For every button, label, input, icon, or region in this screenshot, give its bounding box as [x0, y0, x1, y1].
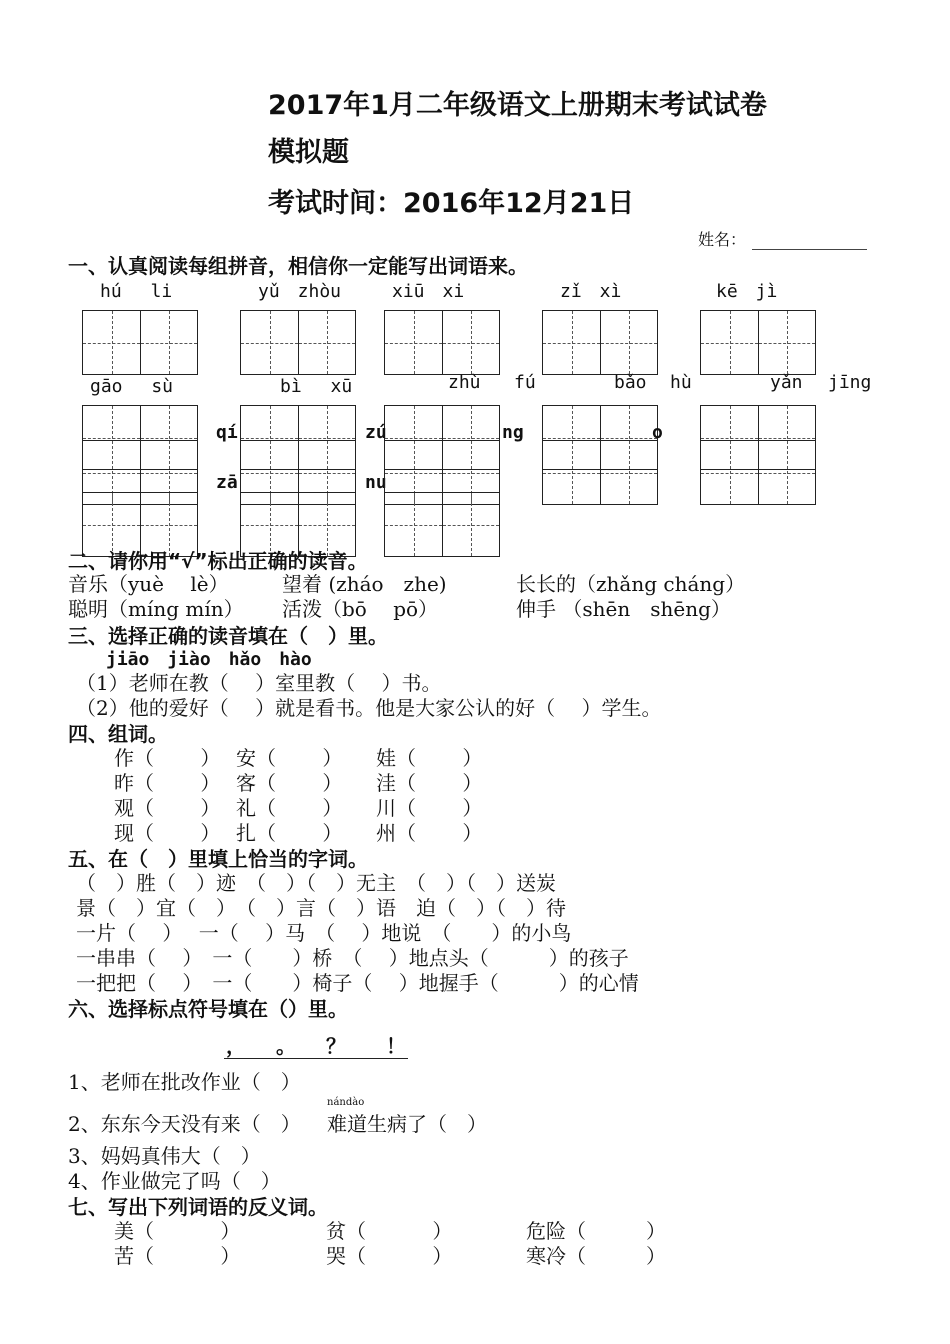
reading-choice[interactable]: 活泼（bō pō） [282, 597, 439, 621]
writing-grid[interactable] [700, 310, 816, 375]
reading-choice[interactable]: 聪明（míng mín） [68, 597, 244, 621]
fill-line[interactable]: （ ）胜（ ）迹 （ ）（ ）无主 （ ）（ ）送炭 [76, 871, 556, 895]
pinyin-2-7: yǎn [770, 372, 803, 393]
section-3-heading: 三、选择正确的读音填在（ ）里。 [68, 624, 388, 648]
antonym-blank[interactable]: 危险（ ） [526, 1219, 666, 1243]
pinyin-2-4: fú [514, 372, 536, 393]
punct-question-2a[interactable]: 2、东东今天没有来（ ） [68, 1112, 301, 1136]
reading-choice[interactable]: 长长的（zhǎng cháng） [516, 572, 746, 596]
section-3-question-2[interactable]: （2）他的爱好（ ）就是看书。他是大家公认的好（ ）学生。 [76, 696, 662, 720]
antonym-blank[interactable]: 贫（ ） [326, 1219, 453, 1243]
writing-grid[interactable] [542, 310, 658, 375]
writing-grid[interactable] [384, 310, 500, 375]
fill-line[interactable]: 一把把（ ） 一（ ）椅子（ ）地握手（ ）的心情 [76, 971, 639, 995]
pinyin-1-5: kē jì [716, 281, 778, 302]
fill-line[interactable]: 一串串（ ） 一（ ）桥 （ ）地点头（ ）的孩子 [76, 946, 629, 970]
antonym-blank[interactable]: 苦（ ） [114, 1244, 241, 1268]
word-blank[interactable]: 扎（ ） [236, 821, 343, 845]
overlap-fragment: nu [365, 472, 387, 493]
pinyin-1-1: hú li [100, 281, 173, 302]
writing-grid[interactable] [542, 440, 658, 505]
writing-grid[interactable] [240, 310, 356, 375]
antonym-blank[interactable]: 美（ ） [114, 1219, 241, 1243]
writing-grid[interactable] [384, 492, 500, 557]
name-field[interactable] [698, 227, 867, 250]
word-blank[interactable]: 昨（ ） [114, 771, 221, 795]
section-3-question-1[interactable]: （1）老师在教（ ）室里教（ ）书。 [76, 671, 442, 695]
section-7-heading: 七、写出下列词语的反义词。 [68, 1195, 328, 1219]
word-blank[interactable]: 客（ ） [236, 771, 343, 795]
name-blank[interactable] [752, 235, 867, 250]
writing-grid[interactable] [82, 310, 198, 375]
fill-line[interactable]: 景（ ）宜（ ） （ ）言（ ）语 迫（ ）（ ）待 [76, 896, 566, 920]
exam-date: 考试时间：2016年12月21日 [268, 188, 635, 219]
word-blank[interactable]: 作（ ） [114, 746, 221, 770]
overlap-fragment: zā [216, 472, 238, 493]
pinyin-2-8: jīng [828, 372, 872, 393]
section-3-pinyin: jiāo jiào hǎo hào [106, 649, 312, 670]
punct-question-2b[interactable]: 难道生病了（ ） [327, 1112, 487, 1136]
section-4-heading: 四、组词。 [68, 722, 168, 746]
word-blank[interactable]: 娃（ ） [376, 746, 483, 770]
reading-choice[interactable]: 伸手 （shēn shēng） [516, 597, 731, 621]
antonym-blank[interactable]: 哭（ ） [326, 1244, 453, 1268]
pinyin-2-6: hù [670, 372, 692, 393]
pinyin-1-2: yǔ zhòu [258, 281, 342, 302]
word-blank[interactable]: 安（ ） [236, 746, 343, 770]
overlap-fragment: zú [365, 422, 387, 443]
pinyin-1-4: zǐ xì [560, 281, 622, 302]
punct-question-4[interactable]: 4、作业做完了吗（ ） [68, 1169, 281, 1193]
pinyin-1-3: xiū xi [392, 281, 465, 302]
punctuation-list: ， 。 ？ ！ [226, 1034, 406, 1058]
page-title: 2017年1月二年级语文上册期末考试试卷 [268, 90, 767, 121]
pinyin-2-2: bì xū [280, 376, 353, 397]
word-blank[interactable]: 州（ ） [376, 821, 483, 845]
section-6-heading: 六、选择标点符号填在（）里。 [68, 997, 348, 1021]
overlap-fragment: o [652, 422, 663, 443]
name-label: 姓名： [698, 230, 747, 249]
overlap-fragment: ng [502, 422, 524, 443]
antonym-blank[interactable]: 寒冷（ ） [526, 1244, 666, 1268]
page-subtitle: 模拟题 [268, 137, 349, 168]
word-blank[interactable]: 观（ ） [114, 796, 221, 820]
word-blank[interactable]: 现（ ） [114, 821, 221, 845]
pinyin-2-5: bǎo [614, 372, 647, 393]
overlap-fragment: qí [216, 422, 238, 443]
ruby-pinyin: nándào [327, 1097, 365, 1108]
section-5-heading: 五、在（ ）里填上恰当的字词。 [68, 847, 368, 871]
section-2-heading: 二、请你用“√”标出正确的读音。 [68, 549, 368, 573]
writing-grid[interactable] [700, 440, 816, 505]
word-blank[interactable]: 川（ ） [376, 796, 483, 820]
word-blank[interactable]: 礼（ ） [236, 796, 343, 820]
reading-choice[interactable]: 望着 (zháo zhe) [282, 572, 447, 596]
pinyin-2-3: zhù [448, 372, 481, 393]
fill-line[interactable]: 一片（ ） 一（ ）马 （ ）地说 （ ）的小鸟 [76, 921, 572, 945]
punct-question-3[interactable]: 3、妈妈真伟大（ ） [68, 1144, 261, 1168]
punct-question-1[interactable]: 1、老师在批改作业（ ） [68, 1070, 301, 1094]
word-blank[interactable]: 洼（ ） [376, 771, 483, 795]
reading-choice[interactable]: 音乐（yuè lè） [68, 572, 229, 596]
section-1-heading: 一、认真阅读每组拼音，相信你一定能写出词语来。 [68, 254, 528, 278]
punctuation-options [224, 1030, 408, 1059]
pinyin-2-1: gāo sù [90, 376, 174, 397]
